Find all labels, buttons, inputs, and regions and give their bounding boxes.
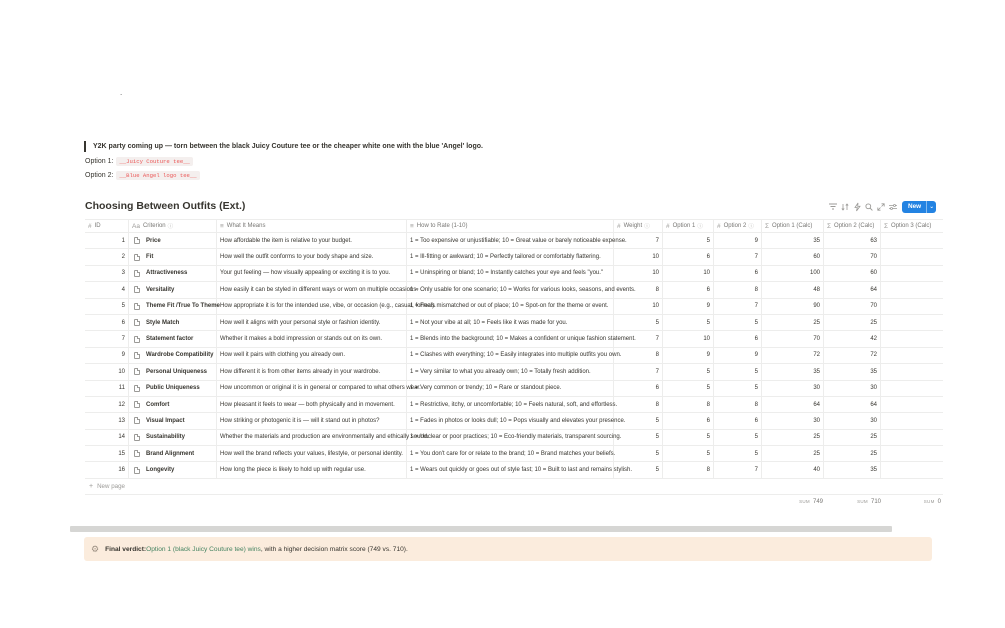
row-option-1-calc[interactable]: 60 bbox=[762, 249, 824, 264]
row-criterion[interactable]: Public Uniqueness bbox=[129, 381, 217, 396]
row-option-2[interactable]: 5 bbox=[714, 381, 762, 396]
row-option-1[interactable]: 5 bbox=[663, 381, 714, 396]
column-header-option-1[interactable]: # Option 1 ⓘ bbox=[663, 220, 714, 232]
row-option-1[interactable]: 6 bbox=[663, 413, 714, 428]
chevron-down-icon[interactable]: ⌄ bbox=[926, 201, 936, 213]
row-weight[interactable]: 8 bbox=[614, 282, 663, 297]
row-option-2[interactable]: 8 bbox=[714, 397, 762, 412]
row-option-1[interactable]: 6 bbox=[663, 282, 714, 297]
row-option-1[interactable]: 5 bbox=[663, 430, 714, 445]
row-option-1-calc[interactable]: 72 bbox=[762, 348, 824, 363]
page-icon bbox=[134, 237, 140, 244]
table-row[interactable] bbox=[85, 331, 943, 347]
row-id[interactable]: 2 bbox=[85, 249, 129, 264]
row-option-2[interactable]: 9 bbox=[714, 233, 762, 248]
row-how-to-rate[interactable]: 1 = Clashes with everything; 10 = Easily integrates into multiple outfits you own. bbox=[407, 348, 614, 363]
row-id[interactable]: 12 bbox=[85, 397, 129, 412]
row-id[interactable]: 13 bbox=[85, 413, 129, 428]
column-header-weight[interactable]: # Weight ⓘ bbox=[614, 220, 663, 232]
row-option-3-calc[interactable] bbox=[881, 397, 943, 412]
page-icon bbox=[134, 467, 140, 474]
table-row[interactable] bbox=[85, 446, 943, 462]
row-option-2-calc[interactable]: 25 bbox=[824, 430, 881, 445]
row-weight[interactable]: 7 bbox=[614, 364, 663, 379]
row-criterion[interactable]: Personal Uniqueness bbox=[129, 364, 217, 379]
page-icon bbox=[134, 368, 140, 375]
row-criterion[interactable]: Theme Fit /True To Theme bbox=[129, 299, 217, 314]
text-lines-icon: ≡ bbox=[410, 222, 414, 230]
row-id[interactable]: 6 bbox=[85, 315, 129, 330]
row-weight[interactable]: 10 bbox=[614, 299, 663, 314]
row-what-it-means[interactable]: How well it pairs with clothing you already own. bbox=[217, 348, 407, 363]
row-option-1[interactable]: 5 bbox=[663, 233, 714, 248]
sort-icon[interactable] bbox=[839, 201, 851, 213]
info-icon: ⓘ bbox=[697, 224, 703, 230]
verdict-prefix: Final verdict: bbox=[105, 545, 147, 553]
table-body bbox=[85, 233, 943, 479]
row-option-1-calc[interactable]: 30 bbox=[762, 413, 824, 428]
page-icon bbox=[134, 319, 140, 326]
row-option-2[interactable]: 9 bbox=[714, 348, 762, 363]
row-how-to-rate[interactable]: 1 = Very similar to what you already own; 10 = Totally fresh addition. bbox=[407, 364, 614, 379]
page-icon bbox=[134, 336, 140, 343]
row-what-it-means[interactable]: How uncommon or original it is in general or compared to what others wear. bbox=[217, 381, 407, 396]
row-weight[interactable]: 5 bbox=[614, 462, 663, 477]
row-option-1[interactable]: 8 bbox=[663, 462, 714, 477]
row-how-to-rate[interactable]: 1 = Only usable for one scenario; 10 = Works for various looks, seasons, and events. bbox=[407, 282, 614, 297]
row-option-3-calc[interactable] bbox=[881, 446, 943, 461]
table-row[interactable] bbox=[85, 381, 943, 397]
verdict-highlight: Option 1 (black Juicy Couture tee) wins bbox=[146, 545, 261, 553]
new-button-label: New bbox=[908, 203, 922, 210]
row-weight[interactable]: 5 bbox=[614, 430, 663, 445]
page-icon bbox=[134, 352, 140, 359]
row-criterion[interactable]: Fit bbox=[129, 249, 217, 264]
row-what-it-means[interactable]: How appropriate it is for the intended use, vibe, or occasion (e.g., casual, formal). bbox=[217, 299, 407, 314]
row-id[interactable]: 16 bbox=[85, 462, 129, 477]
row-option-1[interactable]: 6 bbox=[663, 249, 714, 264]
column-header-how-to-rate[interactable]: ≡ How to Rate (1-10) bbox=[407, 220, 614, 232]
row-option-2[interactable]: 5 bbox=[714, 315, 762, 330]
column-header-what-it-means[interactable]: ≡ What It Means bbox=[217, 220, 407, 232]
horizontal-scrollbar[interactable] bbox=[70, 526, 892, 532]
row-option-2[interactable]: 5 bbox=[714, 430, 762, 445]
row-criterion[interactable]: Comfort bbox=[129, 397, 217, 412]
table-row[interactable] bbox=[85, 282, 943, 298]
row-option-3-calc[interactable] bbox=[881, 331, 943, 346]
row-option-2[interactable]: 7 bbox=[714, 299, 762, 314]
row-weight[interactable]: 5 bbox=[614, 413, 663, 428]
row-what-it-means[interactable]: How affordable the item is relative to your budget. bbox=[217, 233, 407, 248]
sigma-icon: Σ bbox=[765, 222, 770, 230]
new-page-label: New page bbox=[97, 482, 125, 490]
row-option-2-calc[interactable]: 42 bbox=[824, 331, 881, 346]
row-option-3-calc[interactable] bbox=[881, 233, 943, 248]
row-weight[interactable]: 7 bbox=[614, 233, 663, 248]
table-row[interactable] bbox=[85, 348, 943, 364]
row-option-1[interactable]: 10 bbox=[663, 266, 714, 281]
row-criterion[interactable]: Price bbox=[129, 233, 217, 248]
row-option-1-calc[interactable]: 64 bbox=[762, 397, 824, 412]
row-option-2[interactable]: 6 bbox=[714, 413, 762, 428]
table-row[interactable] bbox=[85, 364, 943, 380]
row-option-2-calc[interactable]: 63 bbox=[824, 233, 881, 248]
row-weight[interactable]: 10 bbox=[614, 266, 663, 281]
row-what-it-means[interactable]: How well it aligns with your personal style or fashion identity. bbox=[217, 315, 407, 330]
column-header-option-3-calc[interactable]: Σ Option 3 (Calc) bbox=[884, 222, 932, 230]
row-option-1[interactable]: 9 bbox=[663, 299, 714, 314]
row-option-1-calc[interactable]: 48 bbox=[762, 282, 824, 297]
page-icon bbox=[134, 401, 140, 408]
table-row[interactable] bbox=[85, 249, 943, 265]
row-option-2[interactable]: 5 bbox=[714, 446, 762, 461]
row-id[interactable]: 5 bbox=[85, 299, 129, 314]
row-option-1-calc[interactable]: 35 bbox=[762, 233, 824, 248]
row-option-1-calc[interactable]: 40 bbox=[762, 462, 824, 477]
row-option-2[interactable]: 6 bbox=[714, 266, 762, 281]
row-criterion[interactable]: Brand Alignment bbox=[129, 446, 217, 461]
row-weight[interactable]: 8 bbox=[614, 397, 663, 412]
verdict-suffix: , with a higher decision matrix score (749 vs. 710). bbox=[260, 545, 408, 553]
row-id[interactable]: 7 bbox=[85, 331, 129, 346]
row-option-2-calc[interactable]: 64 bbox=[824, 397, 881, 412]
stray-dot: . bbox=[120, 88, 123, 97]
row-id[interactable]: 11 bbox=[85, 381, 129, 396]
row-option-2-calc[interactable]: 70 bbox=[824, 249, 881, 264]
row-option-2[interactable]: 7 bbox=[714, 249, 762, 264]
sum-option-3-calc[interactable]: SUM 0 bbox=[923, 499, 941, 505]
row-option-2-calc[interactable]: 64 bbox=[824, 282, 881, 297]
search-icon[interactable] bbox=[863, 201, 875, 213]
row-weight[interactable]: 5 bbox=[614, 446, 663, 461]
row-option-2-calc[interactable]: 35 bbox=[824, 364, 881, 379]
row-option-1-calc[interactable]: 30 bbox=[762, 381, 824, 396]
row-option-2[interactable]: 5 bbox=[714, 364, 762, 379]
row-option-3-calc[interactable] bbox=[881, 348, 943, 363]
row-option-1-calc[interactable]: 90 bbox=[762, 299, 824, 314]
row-option-1[interactable]: 9 bbox=[663, 348, 714, 363]
row-weight[interactable]: 5 bbox=[614, 315, 663, 330]
row-option-1[interactable]: 8 bbox=[663, 397, 714, 412]
database-toolbar bbox=[827, 200, 936, 213]
column-header-option-2-calc[interactable]: Σ Option 2 (Calc) bbox=[824, 220, 881, 232]
row-criterion[interactable]: Visual Impact bbox=[129, 413, 217, 428]
option-2-line bbox=[85, 171, 200, 181]
row-option-3-calc[interactable] bbox=[881, 381, 943, 396]
row-how-to-rate[interactable]: 1 = Uninspiring or bland; 10 = Instantly catches your eye and feels "you." bbox=[407, 266, 614, 281]
row-how-to-rate[interactable]: 1 = Ill-fitting or awkward; 10 = Perfectly tailored or comfortably flattering. bbox=[407, 249, 614, 264]
new-page-button[interactable] bbox=[85, 479, 943, 495]
option-1-code: __Juicy Couture tee__ bbox=[116, 157, 193, 166]
table-row[interactable] bbox=[85, 462, 943, 478]
row-option-1-calc[interactable]: 70 bbox=[762, 331, 824, 346]
row-weight[interactable]: 7 bbox=[614, 331, 663, 346]
number-icon: # bbox=[717, 222, 721, 230]
table-row[interactable] bbox=[85, 430, 943, 446]
option-2-code: __Blue Angel logo tee__ bbox=[116, 171, 199, 180]
row-id[interactable]: 14 bbox=[85, 430, 129, 445]
row-criterion[interactable]: Sustainability bbox=[129, 430, 217, 445]
row-option-1[interactable]: 5 bbox=[663, 315, 714, 330]
row-weight[interactable]: 8 bbox=[614, 348, 663, 363]
row-criterion[interactable]: Style Match bbox=[129, 315, 217, 330]
row-what-it-means[interactable]: Whether the materials and production are environmentally and ethically sound. bbox=[217, 430, 407, 445]
table-row[interactable] bbox=[85, 397, 943, 413]
row-option-2-calc[interactable]: 72 bbox=[824, 348, 881, 363]
page-icon bbox=[134, 286, 140, 293]
row-criterion[interactable]: Longevity bbox=[129, 462, 217, 477]
sigma-icon: Σ bbox=[827, 222, 832, 230]
row-weight[interactable]: 6 bbox=[614, 381, 663, 396]
option-1-line bbox=[85, 157, 193, 167]
row-how-to-rate[interactable]: 1 = Blends into the background; 10 = Makes a confident or unique fashion statement. bbox=[407, 331, 614, 346]
new-button[interactable] bbox=[902, 201, 936, 213]
row-what-it-means[interactable]: How well the brand reflects your values, lifestyle, or personal identity. bbox=[217, 446, 407, 461]
row-how-to-rate[interactable]: 1 = Wears out quickly or goes out of style fast; 10 = Built to last and remains stylish. bbox=[407, 462, 614, 477]
page-icon bbox=[134, 254, 140, 261]
row-option-2[interactable]: 6 bbox=[714, 331, 762, 346]
row-id[interactable]: 1 bbox=[85, 233, 129, 248]
row-how-to-rate[interactable]: 1 = Feels mismatched or out of place; 10 = Spot-on for the theme or event. bbox=[407, 299, 614, 314]
row-option-2-calc[interactable]: 25 bbox=[824, 315, 881, 330]
row-id[interactable]: 9 bbox=[85, 348, 129, 363]
row-how-to-rate[interactable]: 1 = Very common or trendy; 10 = Rare or standout piece. bbox=[407, 381, 614, 396]
row-how-to-rate[interactable]: 1 = Fades in photos or looks dull; 10 = Pops visually and elevates your presence. bbox=[407, 413, 614, 428]
database-table bbox=[85, 219, 943, 495]
row-criterion[interactable]: Wardrobe Compatibility bbox=[129, 348, 217, 363]
column-header-id[interactable]: # ID bbox=[85, 220, 129, 232]
row-option-2-calc[interactable]: 25 bbox=[824, 446, 881, 461]
row-criterion[interactable]: Statement factor bbox=[129, 331, 217, 346]
row-id[interactable]: 3 bbox=[85, 266, 129, 281]
row-id[interactable]: 10 bbox=[85, 364, 129, 379]
table-row[interactable] bbox=[85, 413, 943, 429]
automation-bolt-icon[interactable] bbox=[851, 201, 863, 213]
page-icon bbox=[134, 270, 140, 277]
row-option-2-calc[interactable]: 30 bbox=[824, 381, 881, 396]
info-icon: ⓘ bbox=[644, 224, 650, 230]
row-option-1[interactable]: 5 bbox=[663, 364, 714, 379]
quote-block: Y2K party coming up — torn between the black Juicy Couture tee or the cheaper white one with the blue 'Angel' logo. bbox=[84, 141, 483, 152]
row-what-it-means[interactable]: Your gut feeling — how visually appealing or exciting it is to you. bbox=[217, 266, 407, 281]
row-option-3-calc[interactable] bbox=[881, 364, 943, 379]
row-option-2[interactable]: 8 bbox=[714, 282, 762, 297]
row-option-1-calc[interactable]: 35 bbox=[762, 364, 824, 379]
row-option-1-calc[interactable]: 100 bbox=[762, 266, 824, 281]
settings-sliders-icon[interactable] bbox=[887, 201, 899, 213]
row-how-to-rate[interactable]: 1 = You don't care for or relate to the brand; 10 = Brand matches your beliefs. bbox=[407, 446, 614, 461]
row-id[interactable]: 4 bbox=[85, 282, 129, 297]
option-1-label: Option 1: bbox=[85, 158, 114, 165]
row-option-1-calc[interactable]: 25 bbox=[762, 430, 824, 445]
row-criterion[interactable]: Attractiveness bbox=[129, 266, 217, 281]
row-option-2-calc[interactable]: 30 bbox=[824, 413, 881, 428]
table-row[interactable] bbox=[85, 315, 943, 331]
row-option-1-calc[interactable]: 25 bbox=[762, 446, 824, 461]
text-icon: Aa bbox=[132, 222, 140, 230]
row-option-3-calc[interactable] bbox=[881, 315, 943, 330]
row-option-3-calc[interactable] bbox=[881, 413, 943, 428]
column-header-option-2[interactable]: # Option 2 ⓘ bbox=[714, 220, 762, 232]
text-lines-icon: ≡ bbox=[220, 222, 224, 230]
row-what-it-means[interactable]: How well the outfit conforms to your body shape and size. bbox=[217, 249, 407, 264]
gear-icon: ⚙ bbox=[91, 543, 100, 554]
page-icon bbox=[134, 385, 140, 392]
row-option-3-calc[interactable] bbox=[881, 430, 943, 445]
row-option-3-calc[interactable] bbox=[881, 249, 943, 264]
row-how-to-rate[interactable]: 1 = Too expensive or unjustifiable; 10 = Great value or barely noticeable expense. bbox=[407, 233, 614, 248]
row-what-it-means[interactable]: How different it is from other items already in your wardrobe. bbox=[217, 364, 407, 379]
row-what-it-means[interactable]: How easily it can be styled in different ways or worn on multiple occasions. bbox=[217, 282, 407, 297]
row-option-1[interactable]: 10 bbox=[663, 331, 714, 346]
table-header bbox=[85, 219, 943, 233]
calculation-row bbox=[85, 499, 943, 509]
number-icon: # bbox=[88, 222, 92, 230]
row-option-1-calc[interactable]: 25 bbox=[762, 315, 824, 330]
row-option-3-calc[interactable] bbox=[881, 462, 943, 477]
row-option-2-calc[interactable]: 70 bbox=[824, 299, 881, 314]
option-2-label: Option 2: bbox=[85, 172, 114, 179]
sum-option-2-calc[interactable]: SUM 710 bbox=[857, 499, 881, 505]
row-what-it-means[interactable]: How pleasant it feels to wear — both physically and in movement. bbox=[217, 397, 407, 412]
info-icon: ⓘ bbox=[748, 224, 754, 230]
page-icon bbox=[134, 303, 140, 310]
expand-icon[interactable] bbox=[875, 201, 887, 213]
row-id[interactable]: 15 bbox=[85, 446, 129, 461]
page-icon bbox=[134, 450, 140, 457]
column-header-criterion[interactable]: Aa Criterion ⓘ bbox=[129, 220, 217, 232]
row-how-to-rate[interactable]: 1 = Restrictive, itchy, or uncomfortable; 10 = Feels natural, soft, and effortless. bbox=[407, 397, 614, 412]
row-option-2-calc[interactable]: 60 bbox=[824, 266, 881, 281]
row-what-it-means[interactable]: How long the piece is likely to hold up with regular use. bbox=[217, 462, 407, 477]
database-title[interactable]: Choosing Between Outfits (Ext.) bbox=[85, 200, 246, 212]
number-icon: # bbox=[617, 222, 621, 230]
table-row[interactable] bbox=[85, 299, 943, 315]
row-weight[interactable]: 10 bbox=[614, 249, 663, 264]
row-option-2[interactable]: 7 bbox=[714, 462, 762, 477]
row-how-to-rate[interactable]: 1 = Not your vibe at all; 10 = Feels like it was made for you. bbox=[407, 315, 614, 330]
row-criterion[interactable]: Versitality bbox=[129, 282, 217, 297]
filter-icon[interactable] bbox=[827, 201, 839, 213]
info-icon: ⓘ bbox=[167, 224, 174, 230]
row-what-it-means[interactable]: Whether it makes a bold impression or stands out on its own. bbox=[217, 331, 407, 346]
row-option-1[interactable]: 5 bbox=[663, 446, 714, 461]
verdict-callout bbox=[84, 537, 932, 561]
sum-option-1-calc[interactable]: SUM 749 bbox=[799, 499, 823, 505]
sigma-icon: Σ bbox=[884, 222, 889, 230]
number-icon: # bbox=[666, 222, 670, 230]
row-option-3-calc[interactable] bbox=[881, 299, 943, 314]
page-icon bbox=[134, 434, 140, 441]
row-option-2-calc[interactable]: 35 bbox=[824, 462, 881, 477]
row-option-3-calc[interactable] bbox=[881, 266, 943, 281]
row-what-it-means[interactable]: How striking or photogenic it is — will it stand out in photos? bbox=[217, 413, 407, 428]
table-row[interactable] bbox=[85, 266, 943, 282]
page-icon bbox=[134, 417, 140, 424]
column-header-option-1-calc[interactable]: Σ Option 1 (Calc) bbox=[762, 220, 824, 232]
plus-icon: + bbox=[89, 482, 94, 490]
table-row[interactable] bbox=[85, 233, 943, 249]
row-option-3-calc[interactable] bbox=[881, 282, 943, 297]
row-how-to-rate[interactable]: 1 = Unclear or poor practices; 10 = Eco-friendly materials, transparent sourcing. bbox=[407, 430, 614, 445]
